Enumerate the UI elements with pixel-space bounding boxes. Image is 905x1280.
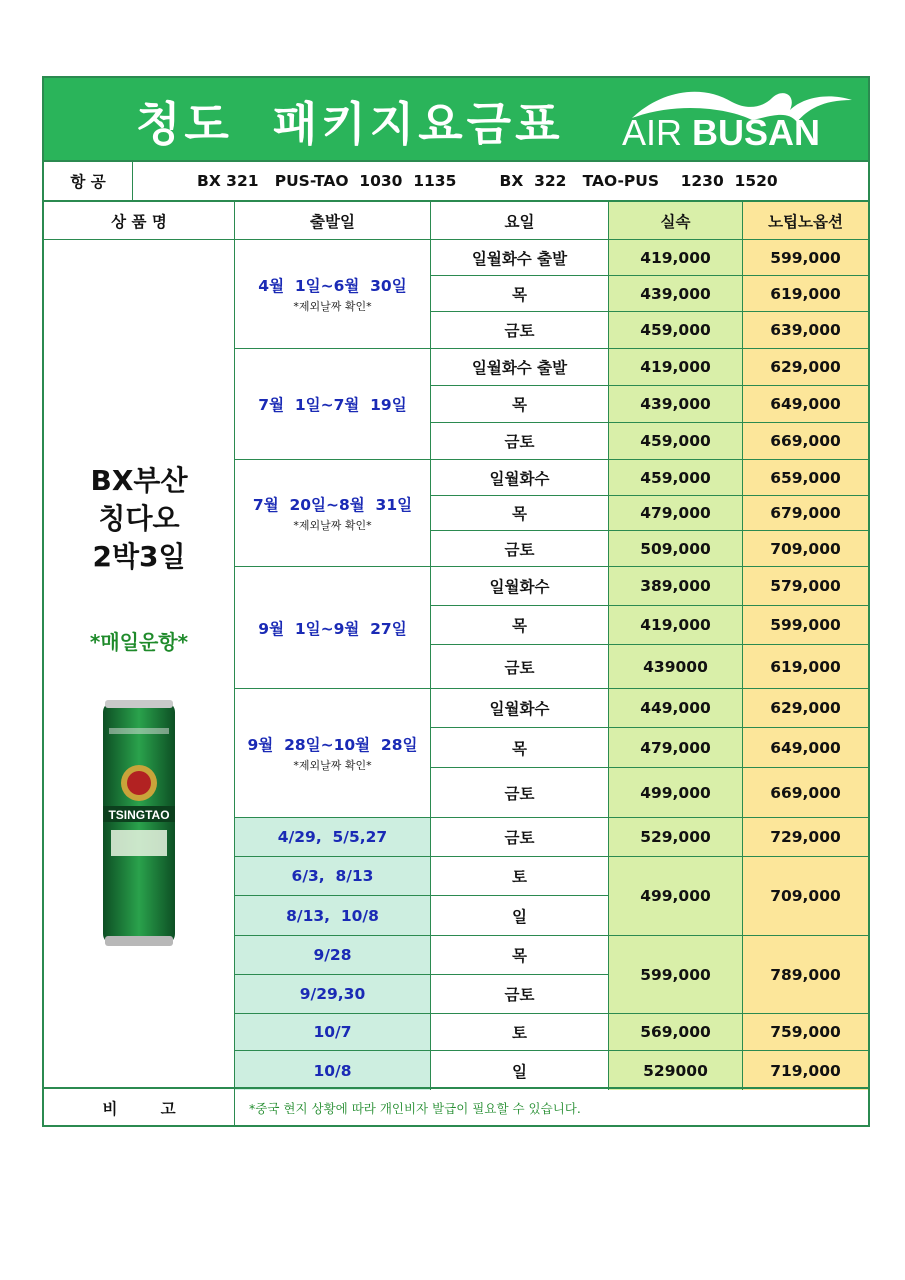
header-actual: 실속 [608, 200, 742, 239]
weekday-cell: 일월화수 [430, 566, 608, 605]
weekday-cell: 금토 [430, 530, 608, 566]
weekday-cell: 일 [430, 895, 608, 935]
no-tip-price-cell: 729,000 [742, 817, 868, 856]
period-date: 7월 1일~7월 19일 [258, 396, 407, 414]
logo-text-air: AIR [622, 112, 693, 153]
no-tip-price-cell: 579,000 [742, 566, 868, 605]
weekday-cell: 목 [430, 727, 608, 767]
exclusion-note: *제외날짜 확인* [293, 300, 372, 313]
special-date-cell: 8/13, 10/8 [234, 895, 430, 935]
header-weekday: 요일 [430, 200, 608, 239]
no-tip-price-cell: 709,000 [742, 530, 868, 566]
actual-price-cell: 499,000 [608, 767, 742, 817]
no-tip-price-cell: 619,000 [742, 644, 868, 688]
period-date-cell [234, 688, 430, 817]
weekday-cell: 목 [430, 385, 608, 422]
no-tip-price-cell: 649,000 [742, 727, 868, 767]
no-tip-price-cell: 789,000 [742, 935, 868, 1013]
exclusion-note: *제외날짜 확인* [293, 759, 372, 772]
no-tip-price-cell: 649,000 [742, 385, 868, 422]
actual-price-cell: 419,000 [608, 348, 742, 385]
price-sheet [42, 76, 870, 1127]
logo-text [622, 112, 820, 154]
flight-info: BX 321 PUS-TAO 1030 1135 BX 322 TAO-PUS 1230 1520 [132, 160, 868, 200]
period-date: 9월 28일~10월 28일 [247, 736, 418, 754]
title-banner [44, 78, 868, 160]
actual-price-cell: 439,000 [608, 275, 742, 311]
period-date: 4월 1일~6월 30일 [258, 277, 407, 295]
actual-price-cell: 479,000 [608, 727, 742, 767]
actual-price-cell: 529000 [608, 1050, 742, 1090]
actual-price-cell: 419,000 [608, 605, 742, 644]
weekday-cell: 토 [430, 1013, 608, 1050]
product-name [44, 462, 234, 576]
special-date-cell: 10/7 [234, 1013, 430, 1050]
weekday-cell: 금토 [430, 644, 608, 688]
special-date-cell: 9/28 [234, 935, 430, 974]
weekday-cell: 목 [430, 275, 608, 311]
flight-label: 항 공 [44, 160, 132, 200]
actual-price-cell: 509,000 [608, 530, 742, 566]
product-line-1: BX부산 [90, 464, 188, 497]
weekday-cell: 목 [430, 495, 608, 530]
period-date-cell [234, 348, 430, 459]
actual-price-cell: 439000 [608, 644, 742, 688]
can-brand-text: TSINGTAO [108, 808, 170, 822]
no-tip-price-cell: 599,000 [742, 239, 868, 275]
weekday-cell: 일월화수 [430, 459, 608, 495]
header-product: 상 품 명 [44, 200, 234, 239]
weekday-cell: 일 [430, 1050, 608, 1090]
logo-text-busan: BUSAN [692, 112, 821, 153]
header-no-tip: 노팁노옵션 [742, 200, 868, 239]
weekday-cell: 일월화수 출발 [430, 348, 608, 385]
no-tip-price-cell: 639,000 [742, 311, 868, 348]
special-date-cell: 4/29, 5/5,27 [234, 817, 430, 856]
actual-price-cell: 459,000 [608, 459, 742, 495]
weekday-cell: 목 [430, 605, 608, 644]
actual-price-cell: 439,000 [608, 385, 742, 422]
actual-price-cell: 389,000 [608, 566, 742, 605]
daily-operation-note: *매일운항* [89, 630, 189, 654]
special-date-cell: 6/3, 8/13 [234, 856, 430, 895]
weekday-cell: 일월화수 [430, 688, 608, 727]
weekday-cell: 금토 [430, 767, 608, 817]
tsingtao-can-image [99, 698, 179, 948]
page-title: 청도 패키지요금표 [136, 97, 564, 151]
no-tip-price-cell: 619,000 [742, 275, 868, 311]
no-tip-price-cell: 679,000 [742, 495, 868, 530]
remark-label: 비 고 [44, 1087, 234, 1127]
air-busan-logo [622, 80, 862, 158]
actual-price-cell: 599,000 [608, 935, 742, 1013]
actual-price-cell: 499,000 [608, 856, 742, 935]
no-tip-price-cell: 669,000 [742, 767, 868, 817]
no-tip-price-cell: 629,000 [742, 688, 868, 727]
remark-text: *중국 현지 상황에 따라 개인비자 발급이 필요할 수 있습니다. [234, 1087, 868, 1127]
actual-price-cell: 449,000 [608, 688, 742, 727]
no-tip-price-cell: 599,000 [742, 605, 868, 644]
no-tip-price-cell: 629,000 [742, 348, 868, 385]
actual-price-cell: 419,000 [608, 239, 742, 275]
weekday-cell: 목 [430, 935, 608, 974]
weekday-cell: 일월화수 출발 [430, 239, 608, 275]
period-date: 9월 1일~9월 27일 [258, 619, 407, 638]
weekday-cell: 토 [430, 856, 608, 895]
no-tip-price-cell: 709,000 [742, 856, 868, 935]
special-date-cell: 10/8 [234, 1050, 430, 1090]
no-tip-price-cell: 669,000 [742, 422, 868, 459]
period-date-cell [234, 239, 430, 348]
actual-price-cell: 459,000 [608, 311, 742, 348]
product-line-2: 칭다오 [98, 502, 180, 535]
special-date-cell: 9/29,30 [234, 974, 430, 1013]
header-departure: 출발일 [234, 200, 430, 239]
weekday-cell: 금토 [430, 422, 608, 459]
period-date-cell [234, 566, 430, 688]
weekday-cell: 금토 [430, 974, 608, 1013]
no-tip-price-cell: 759,000 [742, 1013, 868, 1050]
period-date-cell [234, 459, 430, 566]
product-line-3: 2박3일 [92, 540, 186, 573]
product-column [44, 239, 234, 1088]
actual-price-cell: 529,000 [608, 817, 742, 856]
weekday-cell: 금토 [430, 311, 608, 348]
weekday-cell: 금토 [430, 817, 608, 856]
no-tip-price-cell: 719,000 [742, 1050, 868, 1090]
no-tip-price-cell: 659,000 [742, 459, 868, 495]
actual-price-cell: 569,000 [608, 1013, 742, 1050]
period-date: 7월 20일~8월 31일 [252, 496, 413, 514]
actual-price-cell: 479,000 [608, 495, 742, 530]
exclusion-note: *제외날짜 확인* [293, 519, 372, 532]
actual-price-cell: 459,000 [608, 422, 742, 459]
